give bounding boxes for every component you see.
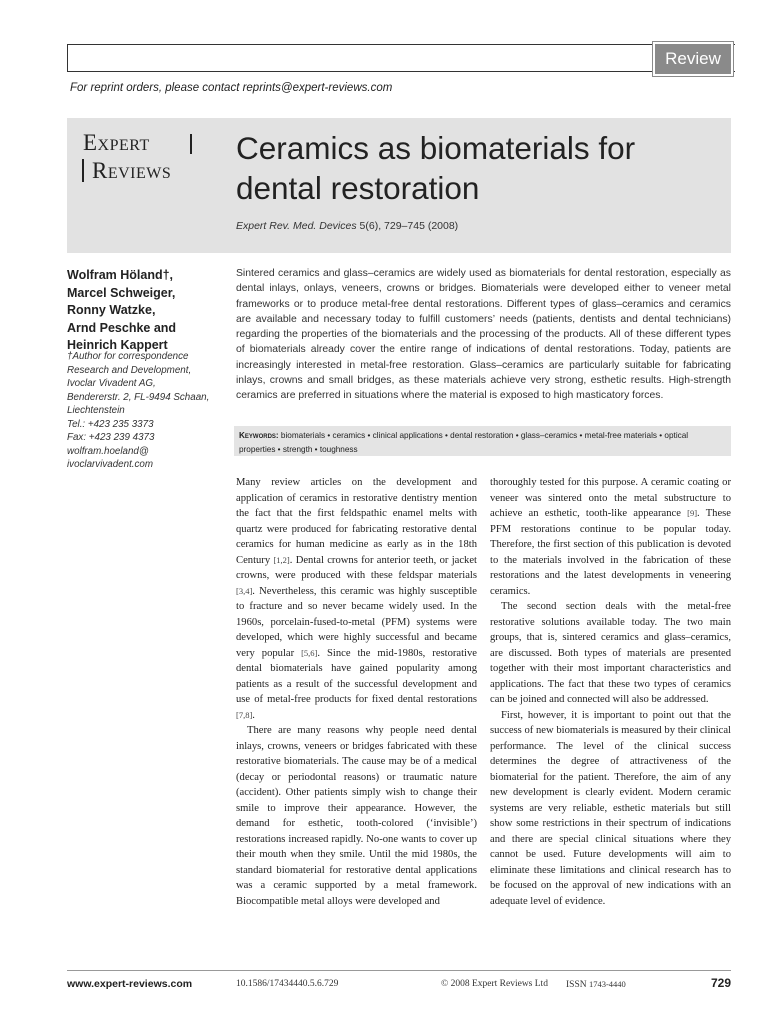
abstract: Sintered ceramics and glass–ceramics are widely used as biomaterials for dental restoration, especially as dental inlays, onlays, veneers, crowns or bridges. Biomaterials were developed either to veneer metal frameworks or to produce metal-free dental restorations. Different types of glass–ceramics and ceramics are available and necessary today to fulfill customers’ needs (patients, dentists and dental technicians) regarding the properties of the biomaterials and the processing of the products. All of these different types of biomaterials already cover the entire range of indications of dental restorations. Today, patients are increasingly interested in metal-free restoration. Glass–ceramics are particularly suitable for fabricating inlays, crowns and small bridges, as these materials achieve very strong, esthetic results. High-strength ceramics are preferred in situations where the material is exposed to high masticatory forces. — [236, 268, 731, 402]
footer-copyright: © 2008 Expert Reviews Ltd — [441, 979, 548, 989]
issn-number: 1743-4440 — [588, 979, 626, 989]
body-text: . Nevertheless, this ceramic was highly susceptible to fracture and so never became widely used. In the 1960s, porcelain-fused-to-metal (PFM) systems were developed, which were highly successful and became very popular — [236, 585, 477, 659]
review-badge: Review — [653, 42, 733, 76]
keywords-text: biomaterials • ceramics • clinical applications • dental restoration • glass–ceramics • metal-free materials • optical properties • strength • toughness — [239, 431, 689, 454]
keywords-label: Keywords: — [239, 431, 279, 440]
body-paragraph: There are many reasons why people need dental inlays, crowns, veneers or bridges fabricated with these restorative biomaterials. The cause may be of a medical (decay or periodontal reasons) or traumatic nature (accident). Other patients simply wish to change their smile to improve their appearance. However, the demand for esthetic, tooth-colored (‘invisible’) restorations increased rapidly. No-one wants to cover up their mouth when they smile. Until the mid 1980s, the standard biomaterial for restorative dental applications was a ceramic supported by a metal framework. Biocompatible metal alloys were developed and — [236, 725, 477, 907]
reference-link[interactable]: [5,6] — [301, 647, 318, 658]
body-paragraph: First, however, it is important to point out that the success of new biomaterials is measured by their clinical performance. The level of the clinical success determines the degree of attractiveness of the biomaterial for the patient. Therefore, the aim of any new development is clearly evident. Modern ceramic systems are very reliable, esthetic materials but still show some restrictions in their spectrum of indications and there are special clinical situations where they cannot be used. Future developments will aim to eliminate these limitations and clinical research has to be focused on the approval of new indications with an adequate level of evidence. — [490, 709, 731, 907]
affiliation-line: Tel.: +423 235 3373 — [67, 418, 154, 430]
body-paragraph — [490, 475, 731, 599]
journal-name: Expert Rev. Med. Devices — [236, 220, 357, 232]
reprint-notice: For reprint orders, please contact reprints@expert-reviews.com — [70, 82, 393, 94]
logo-bar-left — [82, 159, 84, 182]
reference-link[interactable]: [9] — [687, 508, 698, 518]
footer-website-link[interactable]: www.expert-reviews.com — [67, 978, 193, 990]
author-name: Arnd Peschke and — [67, 320, 177, 335]
logo-bar-right — [190, 134, 192, 154]
body-column-left — [236, 475, 477, 909]
body-text: thoroughly tested for this purpose. A ceramic coating or veneer was sintered onto the metal substructure to achieve an esthetic, tooth-like appearance — [490, 477, 731, 519]
affiliation-line: Bendererstr. 2, FL-9494 Schaan, — [67, 391, 210, 403]
affiliation-block — [67, 350, 227, 472]
affiliation-line: Ivoclar Vivadent AG, — [67, 378, 156, 389]
keywords-box — [234, 426, 731, 456]
affiliation-line: Fax: +423 239 4373 — [67, 432, 155, 443]
logo-line-reviews: Reviews — [92, 158, 172, 183]
header-frame — [67, 44, 735, 72]
body-text: . — [252, 709, 255, 721]
body-text: . Since the mid-1980s, restorative dental biomaterials have gained popularity among patients as a result of the successful development and use of metal-free products for fixed dental restorations — [236, 647, 477, 705]
affiliation-line: †Author for correspondence — [67, 351, 189, 362]
author-name: Heinrich Kappert — [67, 338, 168, 352]
journal-citation — [236, 220, 458, 232]
body-paragraph — [236, 475, 477, 723]
affiliation-line: wolfram.hoeland@ — [67, 445, 149, 457]
footer-doi: 10.1586/17434440.5.6.729 — [236, 979, 339, 989]
author-name: Ronny Watzke, — [67, 303, 156, 317]
body-text: Many review articles on the development and application of ceramics in restorative dentistry mention the fact that the first feldspathic enamel melts with quartz were produced for fabricating restorative dental ceramics for human medicine as early as in the 18th Century — [236, 477, 477, 566]
affiliation-line: ivoclarvivadent.com — [67, 459, 154, 470]
logo-line-expert: Expert — [83, 130, 150, 155]
reference-link[interactable]: [3,4] — [236, 585, 253, 596]
expert-reviews-logo — [80, 131, 198, 187]
reference-link[interactable]: [7,8] — [236, 709, 253, 720]
body-column-right — [490, 475, 731, 909]
footer-issn — [566, 979, 626, 990]
body-paragraph: The second section deals with the metal-free restorative solutions available today. The two main groups, that is, sintered ceramics and glass–ceramics, are discussed. Both types of materials are presented together with their most important characteristics and applications. The fact that these two types of ceramics can be joined and connected will also be addressed. — [490, 601, 731, 705]
author-list — [67, 267, 227, 355]
body-text: . These PFM restorations continue to be popular today. Therefore, the first section of this publication is devoted to the materials involved in the fabrication of these restorations and the latest developments in veneering ceramics. — [490, 508, 731, 597]
article-title: Ceramics as biomaterials for dental restoration — [236, 130, 636, 206]
reference-link[interactable]: [1,2] — [273, 554, 290, 565]
body-text: . Dental crowns for anterior teeth, or jacket crowns, were produced with these feldspar materials — [236, 554, 477, 581]
page-number: 729 — [710, 976, 731, 990]
author-name: Wolfram Höland†, — [67, 268, 174, 282]
footer-divider — [67, 970, 731, 971]
citation-details: 5(6), 729–745 (2008) — [356, 220, 459, 232]
affiliation-line: Research and Development, — [67, 364, 192, 376]
issn-label: ISSN — [566, 980, 589, 990]
affiliation-line: Liechtenstein — [67, 405, 125, 416]
author-name: Marcel Schweiger, — [67, 285, 176, 300]
